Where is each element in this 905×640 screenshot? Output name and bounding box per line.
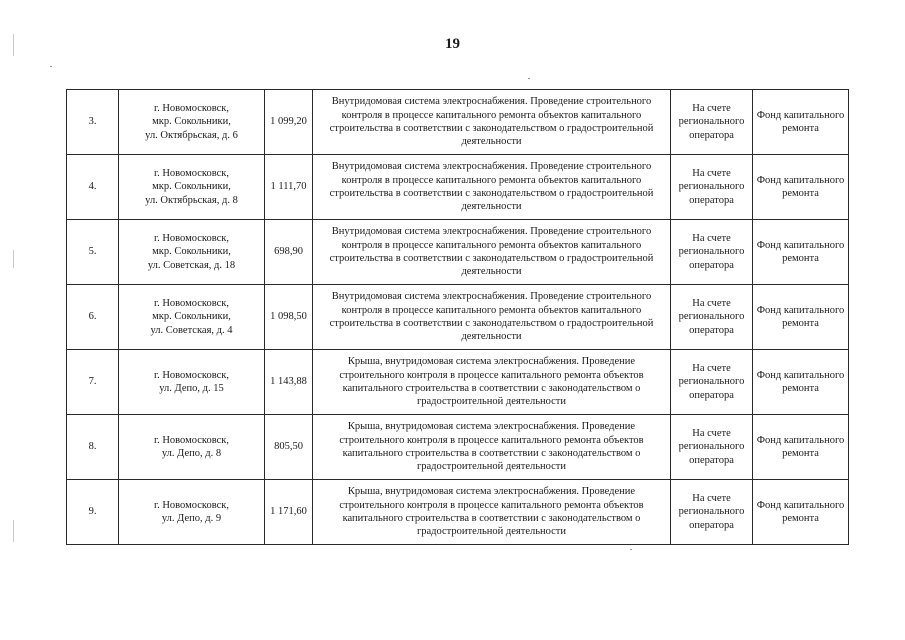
funding-source-cell: Фонд капитального ремонта	[753, 285, 849, 350]
address-line: мкр. Сокольники,	[152, 181, 231, 193]
scan-margin-mark-bottom	[13, 520, 14, 542]
area-cell: 1 143,88	[265, 350, 313, 415]
address-cell	[119, 220, 265, 285]
table-row	[67, 220, 849, 285]
address-line: ул. Депо, д. 9	[161, 513, 222, 524]
scan-speck	[50, 66, 52, 67]
table-body	[67, 90, 849, 545]
table-row	[67, 350, 849, 415]
row-number-cell: 4.	[67, 155, 119, 220]
work-description-cell: Крыша, внутридомовая система электроснабжения. Проведение строительного контроля в процессе капитального ремонта объектов капитального строительства в соответствии с законодательством о градостроительной деятельности	[313, 415, 671, 480]
area-cell: 1 111,70	[265, 155, 313, 220]
account-cell: На счете регионального оператора	[671, 155, 753, 220]
address-cell	[119, 285, 265, 350]
repair-program-table	[66, 89, 849, 545]
work-description-cell: Крыша, внутридомовая система электроснабжения. Проведение строительного контроля в процессе капитального ремонта объектов капитального строительства в соответствии с законодательством о градостроительной деятельности	[313, 350, 671, 415]
address-line: мкр. Сокольники,	[152, 116, 231, 128]
area-cell: 1 098,50	[265, 285, 313, 350]
area-cell: 1 171,60	[265, 480, 313, 545]
address-cell	[119, 155, 265, 220]
funding-source-cell: Фонд капитального ремонта	[753, 415, 849, 480]
address-line: мкр. Сокольники,	[152, 311, 231, 323]
address-line: г. Новомосковск,	[153, 298, 230, 310]
table-row	[67, 155, 849, 220]
area-cell: 698,90	[265, 220, 313, 285]
work-description-cell: Внутридомовая система электроснабжения. Проведение строительного контроля в процессе капитального ремонта объектов капитального строительства в соответствии с законодательством о градостроительной деятельности	[313, 285, 671, 350]
address-cell	[119, 415, 265, 480]
account-cell: На счете регионального оператора	[671, 220, 753, 285]
page-number: 19	[445, 36, 460, 52]
address-line: г. Новомосковск,	[153, 233, 230, 245]
account-cell: На счете регионального оператора	[671, 90, 753, 155]
table-row	[67, 480, 849, 545]
work-description-cell: Крыша, внутридомовая система электроснабжения. Проведение строительного контроля в процессе капитального ремонта объектов капитального строительства в соответствии с законодательством о градостроительной деятельности	[313, 480, 671, 545]
address-line: ул. Октябрьская, д. 8	[145, 194, 238, 206]
funding-source-cell: Фонд капитального ремонта	[753, 155, 849, 220]
address-cell	[119, 90, 265, 155]
funding-source-cell: Фонд капитального ремонта	[753, 350, 849, 415]
work-description-cell: Внутридомовая система электроснабжения. Проведение строительного контроля в процессе капитального ремонта объектов капитального строительства в соответствии с законодательством о градостроительной деятельности	[313, 90, 671, 155]
area-cell: 1 099,20	[265, 90, 313, 155]
work-description-cell: Внутридомовая система электроснабжения. Проведение строительного контроля в процессе капитального ремонта объектов капитального строительства в соответствии с законодательством о градостроительной деятельности	[313, 220, 671, 285]
address-line: ул. Октябрьская, д. 6	[145, 129, 238, 141]
address-line: мкр. Сокольники,	[152, 246, 231, 258]
funding-source-cell: Фонд капитального ремонта	[753, 220, 849, 285]
address-line: г. Новомосковск,	[153, 499, 230, 511]
address-line: ул. Депо, д. 15	[159, 383, 224, 394]
row-number-cell: 8.	[67, 415, 119, 480]
account-cell: На счете регионального оператора	[671, 350, 753, 415]
address-line: г. Новомосковск,	[153, 434, 230, 446]
scan-speck	[528, 78, 530, 79]
funding-source-cell: Фонд капитального ремонта	[753, 90, 849, 155]
row-number-cell: 5.	[67, 220, 119, 285]
address-cell	[119, 480, 265, 545]
address-line: ул. Советская, д. 4	[150, 324, 233, 336]
address-line: ул. Депо, д. 8	[161, 448, 222, 459]
address-cell	[119, 350, 265, 415]
address-line: г. Новомосковск,	[153, 369, 230, 381]
scan-speck	[630, 549, 632, 550]
table-row	[67, 90, 849, 155]
account-cell: На счете регионального оператора	[671, 415, 753, 480]
funding-source-cell: Фонд капитального ремонта	[753, 480, 849, 545]
account-cell: На счете регионального оператора	[671, 480, 753, 545]
row-number-cell: 6.	[67, 285, 119, 350]
address-line: г. Новомосковск,	[153, 168, 230, 180]
table-row	[67, 285, 849, 350]
row-number-cell: 9.	[67, 480, 119, 545]
scan-margin-mark-middle	[13, 250, 14, 268]
row-number-cell: 3.	[67, 90, 119, 155]
address-line: г. Новомосковск,	[153, 103, 230, 115]
row-number-cell: 7.	[67, 350, 119, 415]
work-description-cell: Внутридомовая система электроснабжения. Проведение строительного контроля в процессе капитального ремонта объектов капитального строительства в соответствии с законодательством о градостроительной деятельности	[313, 155, 671, 220]
address-line: ул. Советская, д. 18	[147, 259, 236, 271]
area-cell: 805,50	[265, 415, 313, 480]
table-row	[67, 415, 849, 480]
account-cell: На счете регионального оператора	[671, 285, 753, 350]
